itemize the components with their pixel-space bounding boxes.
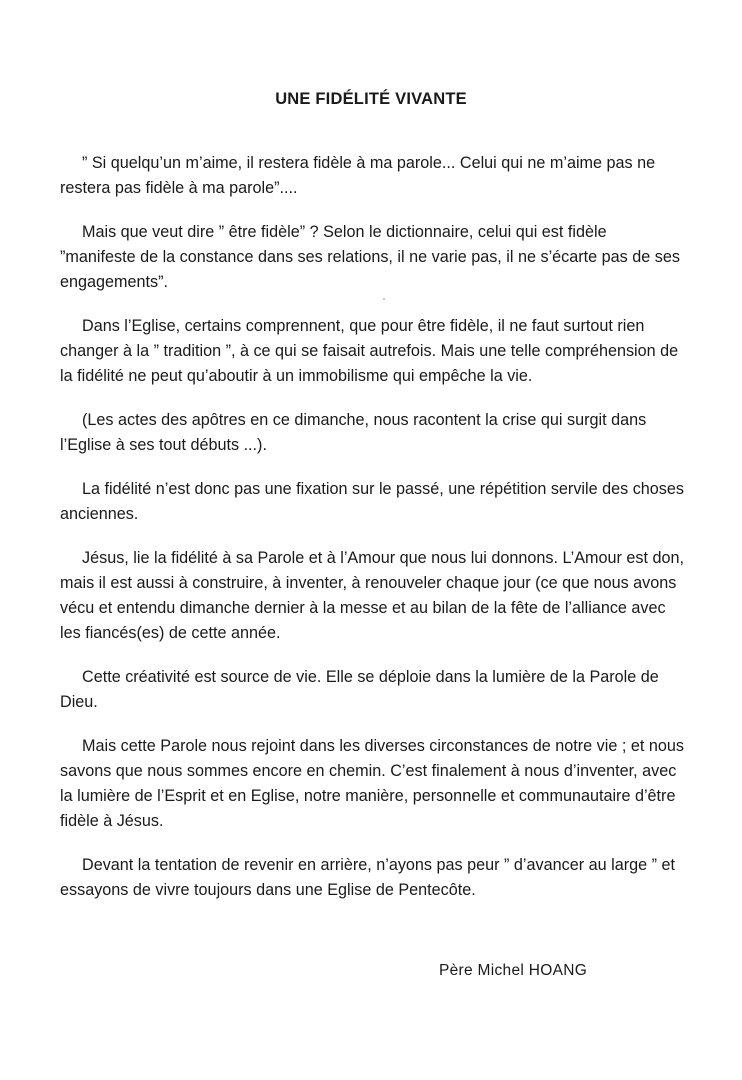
paragraph-acts: (Les actes des apôtres en ce dimanche, nous racontent la crise qui surgit dans l’Eglise à ses tout débuts ...). [60,411,647,454]
paragraph-definition: Mais que veut dire ” être fidèle” ? Selon le dictionnaire, celui qui est fidèle ”manifeste de la constance dans ses relations, il ne varie pas, il ne s’écarte pas de ses engagements”. [60,223,680,291]
paragraph-temptation: Devant la tentation de revenir en arrière, n’ayons pas peur ” d’avancer au large ” et essayons de vivre toujours dans une Eglise de Pentecôte. [60,856,675,899]
paragraph-word-circumstances: Mais cette Parole nous rejoint dans les diverses circonstances de notre vie ; et nous savons que nous sommes encore en chemin. C’est finalement à nous d’inventer, avec la lumière de l’Esprit et en Eglise, notre manière, personnelle et communautaire d’être fidèle à Jésus. [60,737,684,830]
paragraph-jesus-love: Jésus, lie la fidélité à sa Parole et à l’Amour que nous lui donnons. L’Amour est don, mais il est aussi à construire, à inventer, à renouveler chaque jour (ce que nous avons vécu et entendu dimanche dernier à la messe et au bilan de la fête de l’alliance avec les fiancés(es) de cette année. [60,549,684,642]
paragraph-quote: ” Si quelqu’un m’aime, il restera fidèle à ma parole... Celui qui ne m’aime pas ne restera pas fidèle à ma parole”.... [60,154,656,197]
paragraph-tradition: Dans l’Eglise, certains comprennent, que pour être fidèle, il ne faut surtout rien changer à la ” tradition ”, à ce qui se faisait autrefois. Mais une telle compréhension de la fidélité ne peut qu’aboutir à un immobilisme qui empêche la vie. [60,317,679,385]
paragraph-creativity: Cette créativité est source de vie. Elle se déploie dans la lumière de la Parole de Dieu. [60,668,659,711]
document-body [60,151,685,922]
signature: Père Michel HOANG [439,962,588,979]
scan-speck [383,298,385,300]
paragraph-fixation: La fidélité n’est donc pas une fixation sur le passé, une répétition servile des choses anciennes. [60,480,684,523]
document-title: UNE FIDÉLITÉ VIVANTE [275,90,467,108]
